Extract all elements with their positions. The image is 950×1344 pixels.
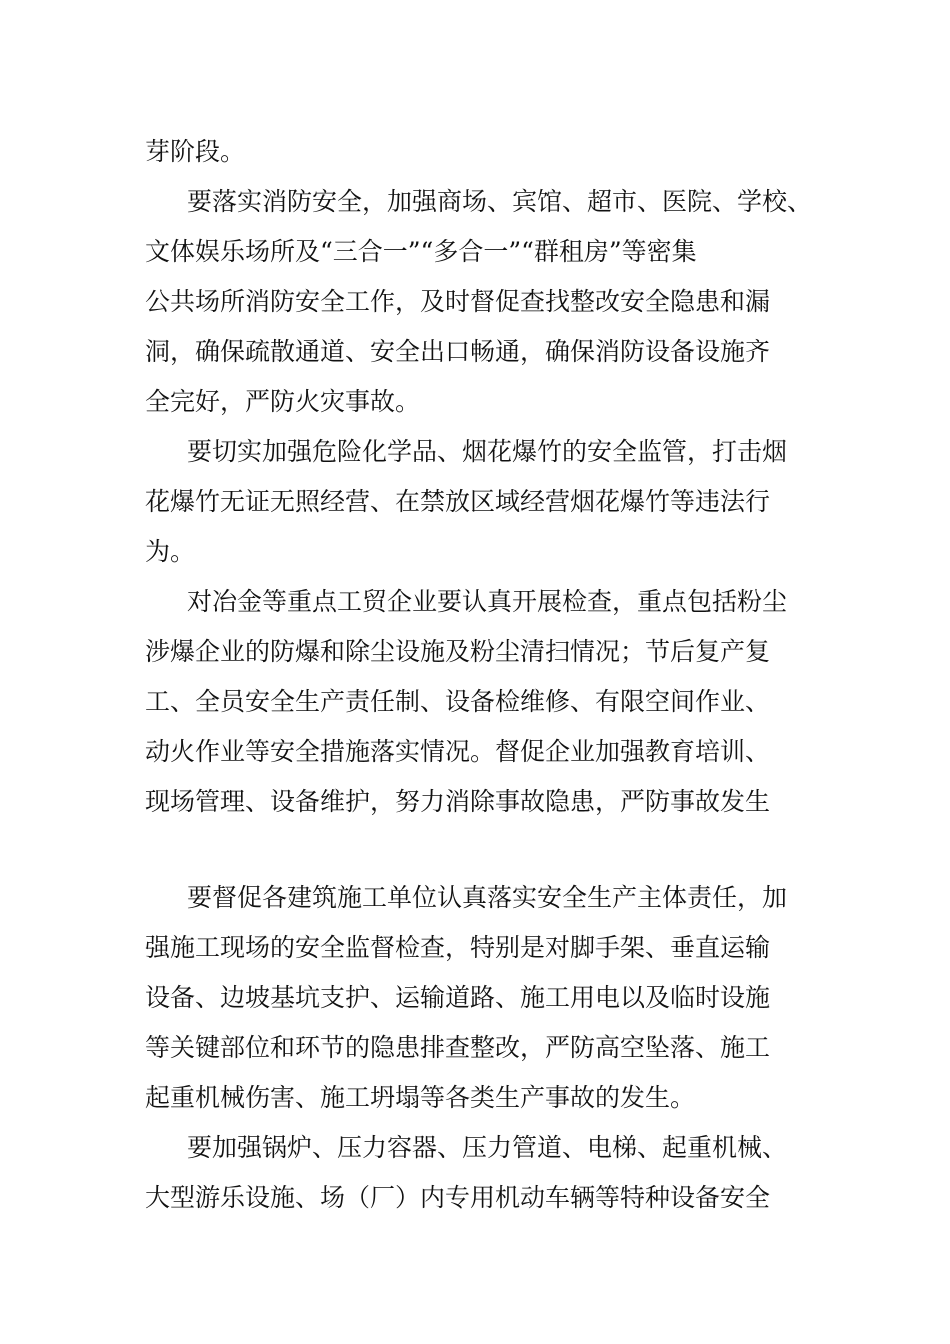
paragraph-line: 设备、边坡基坑支护、运输道路、施工用电以及临时设施 xyxy=(145,983,771,1012)
paragraph-line: 对冶金等重点工贸企业要认真开展检查，重点包括粉尘 xyxy=(187,587,788,616)
paragraph-line: 要落实消防安全，加强商场、宾馆、超市、医院、学校、 xyxy=(187,187,813,216)
paragraph-line: 大型游乐设施、场（厂）内专用机动车辆等特种设备安全 xyxy=(145,1183,771,1212)
paragraph-line: 公共场所消防安全工作，及时督促查找整改安全隐患和漏 xyxy=(145,287,771,316)
paragraph-line: 花爆竹无证无照经营、在禁放区域经营烟花爆竹等违法行 xyxy=(145,487,771,516)
paragraph-line: 工、全员安全生产责任制、设备检维修、有限空间作业、 xyxy=(145,687,771,716)
paragraph-line: 为。 xyxy=(145,537,196,566)
paragraph-line: 要督促各建筑施工单位认真落实安全生产主体责任，加 xyxy=(187,883,788,912)
paragraph-line: 要切实加强危险化学品、烟花爆竹的安全监管，打击烟 xyxy=(187,437,788,466)
paragraph-line: 要加强锅炉、压力容器、压力管道、电梯、起重机械、 xyxy=(187,1133,788,1162)
paragraph-line: 强施工现场的安全监督检查，特别是对脚手架、垂直运输 xyxy=(145,933,771,962)
paragraph-line: 涉爆企业的防爆和除尘设施及粉尘清扫情况；节后复产复 xyxy=(145,637,771,666)
paragraph-line: 起重机械伤害、施工坍塌等各类生产事故的发生。 xyxy=(145,1083,696,1112)
paragraph-line: 现场管理、设备维护，努力消除事故隐患，严防事故发生 xyxy=(145,787,771,816)
paragraph-line: 等关键部位和环节的隐患排查整改，严防高空坠落、施工 xyxy=(145,1033,771,1062)
paragraph-line: 洞，确保疏散通道、安全出口畅通，确保消防设备设施齐 xyxy=(145,337,771,366)
paragraph-line: 文体娱乐场所及“三合一”“多合一”“群租房”等密集 xyxy=(145,237,697,266)
paragraph-line: 芽阶段。 xyxy=(145,137,246,166)
paragraph-line: 动火作业等安全措施落实情况。督促企业加强教育培训、 xyxy=(145,737,771,766)
paragraph-line: 全完好，严防火灾事故。 xyxy=(145,387,421,416)
